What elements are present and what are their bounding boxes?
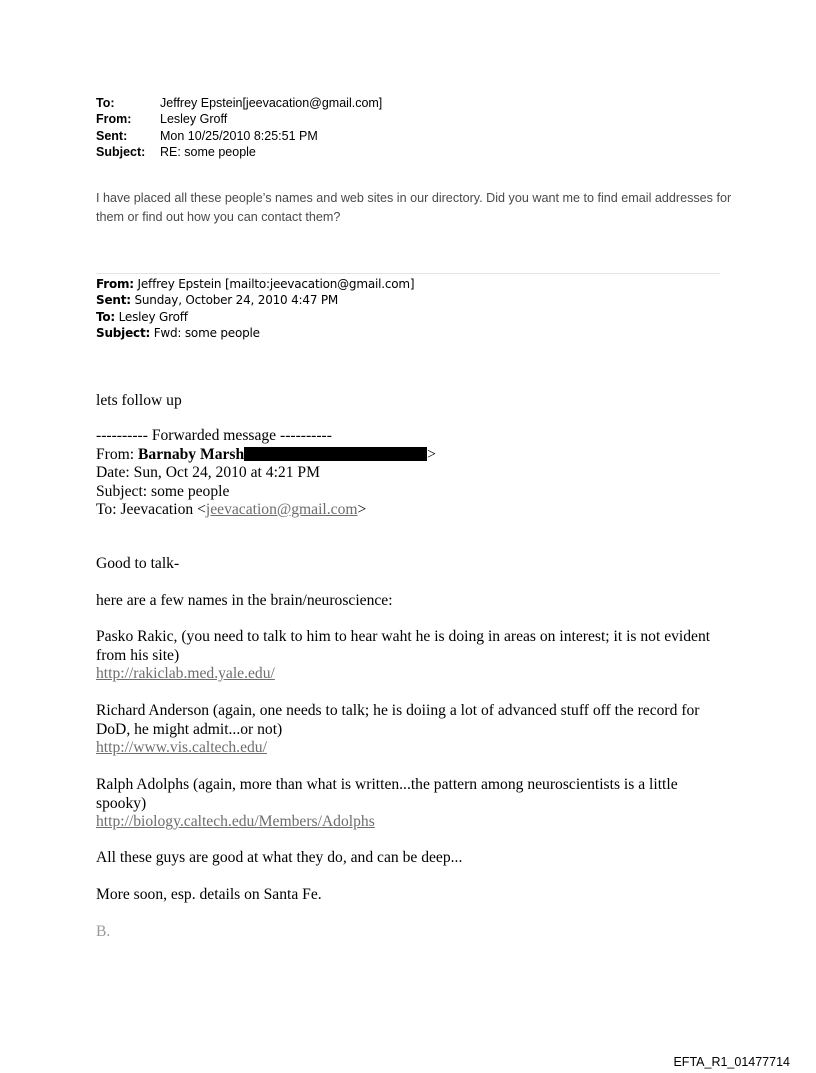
document-id-footer: EFTA_R1_01477714 bbox=[673, 1055, 790, 1069]
quoted-header bbox=[96, 276, 414, 341]
forwarded-to-email-link[interactable]: jeevacation@gmail.com bbox=[205, 501, 358, 518]
quoted-to-label: To: bbox=[96, 309, 116, 324]
forwarded-to-suffix: > bbox=[357, 501, 367, 518]
sent-label: Sent: bbox=[96, 128, 128, 143]
sent-value: Mon 10/25/2010 8:25:51 PM bbox=[160, 128, 318, 143]
forwarded-header bbox=[96, 427, 726, 520]
person-entry-anderson bbox=[96, 702, 726, 758]
quoted-sent-label: Sent: bbox=[96, 293, 131, 308]
quoted-subject-label: Subject: bbox=[96, 325, 151, 340]
forwarded-from-name: Barnaby Marsh bbox=[138, 445, 245, 463]
to-label: To: bbox=[96, 96, 115, 110]
forwarded-date: Date: Sun, Oct 24, 2010 at 4:21 PM bbox=[96, 464, 320, 481]
greeting-text: Good to talk- bbox=[96, 555, 180, 572]
person-text: Pasko Rakic, (you need to talk to him to hear waht he is doing in areas on interest; it is not evident from his site) bbox=[96, 628, 711, 664]
forwarded-to-row bbox=[96, 501, 726, 520]
quoted-from-label: From: bbox=[96, 277, 134, 291]
quoted-from-row bbox=[96, 276, 414, 292]
header-subject-row bbox=[96, 144, 382, 160]
forwarded-from-suffix: > bbox=[427, 445, 436, 463]
forwarded-separator: ---------- Forwarded message ---------- bbox=[96, 427, 332, 444]
closing-2 bbox=[96, 886, 726, 905]
forwarded-to-prefix: To: Jeevacation < bbox=[96, 501, 206, 518]
subject-value: RE: some people bbox=[160, 145, 256, 160]
reply-text: I have placed all these people’s names and web sites in our directory. Did you want me to find email addresses for them or find out how you can contact them? bbox=[96, 191, 732, 224]
closing-1-text: All these guys are good at what they do, and can be deep... bbox=[96, 849, 463, 866]
quoted-from-value: Jeffrey Epstein [mailto:jeevacation@gmail.com] bbox=[133, 277, 415, 291]
redaction-bar bbox=[244, 447, 427, 461]
person-text: Richard Anderson (again, one needs to talk; he is doiing a lot of advanced stuff off the record for DoD, he might admit...or not) bbox=[96, 702, 700, 738]
person-link[interactable]: http://biology.caltech.edu/Members/Adolphs bbox=[96, 813, 375, 830]
subject-label: Subject: bbox=[96, 145, 146, 160]
person-link[interactable]: http://rakiclab.med.yale.edu/ bbox=[96, 665, 275, 682]
intro-text: here are a few names in the brain/neuroscience: bbox=[96, 592, 393, 609]
to-value: Jeffrey Epstein[jeevacation@gmail.com] bbox=[160, 96, 383, 110]
quoted-to-row bbox=[96, 309, 414, 325]
header-sent-row bbox=[96, 128, 382, 144]
quoted-to-value: Lesley Groff bbox=[115, 309, 188, 324]
forward-note-text: lets follow up bbox=[96, 392, 182, 409]
signature-text: B. bbox=[96, 923, 111, 940]
person-text: Ralph Adolphs (again, more than what is written...the pattern among neuroscientists is a little spooky) bbox=[96, 776, 678, 812]
person-entry-adolphs bbox=[96, 776, 726, 832]
forwarded-subject: Subject: some people bbox=[96, 482, 230, 500]
forward-note bbox=[96, 392, 726, 411]
forwarded-from-prefix: From: bbox=[96, 445, 139, 463]
person-link[interactable]: http://www.vis.caltech.edu/ bbox=[96, 739, 267, 756]
header-from-row bbox=[96, 111, 382, 127]
forwarded-from-row bbox=[96, 446, 726, 465]
quoted-sent-row bbox=[96, 292, 414, 308]
signature bbox=[96, 923, 726, 942]
closing-2-text: More soon, esp. details on Santa Fe. bbox=[96, 886, 322, 903]
greeting bbox=[96, 555, 726, 574]
quoted-subject-row bbox=[96, 325, 414, 341]
from-value: Lesley Groff bbox=[160, 112, 228, 127]
person-entry-rakic bbox=[96, 628, 726, 684]
quote-divider bbox=[96, 273, 720, 274]
from-label: From: bbox=[96, 112, 132, 127]
email-header bbox=[96, 95, 382, 161]
quoted-subject-value: Fwd: some people bbox=[150, 325, 260, 340]
header-to-row bbox=[96, 95, 382, 111]
closing-1 bbox=[96, 849, 726, 868]
intro bbox=[96, 592, 726, 611]
quoted-sent-value: Sunday, October 24, 2010 4:47 PM bbox=[130, 293, 339, 308]
